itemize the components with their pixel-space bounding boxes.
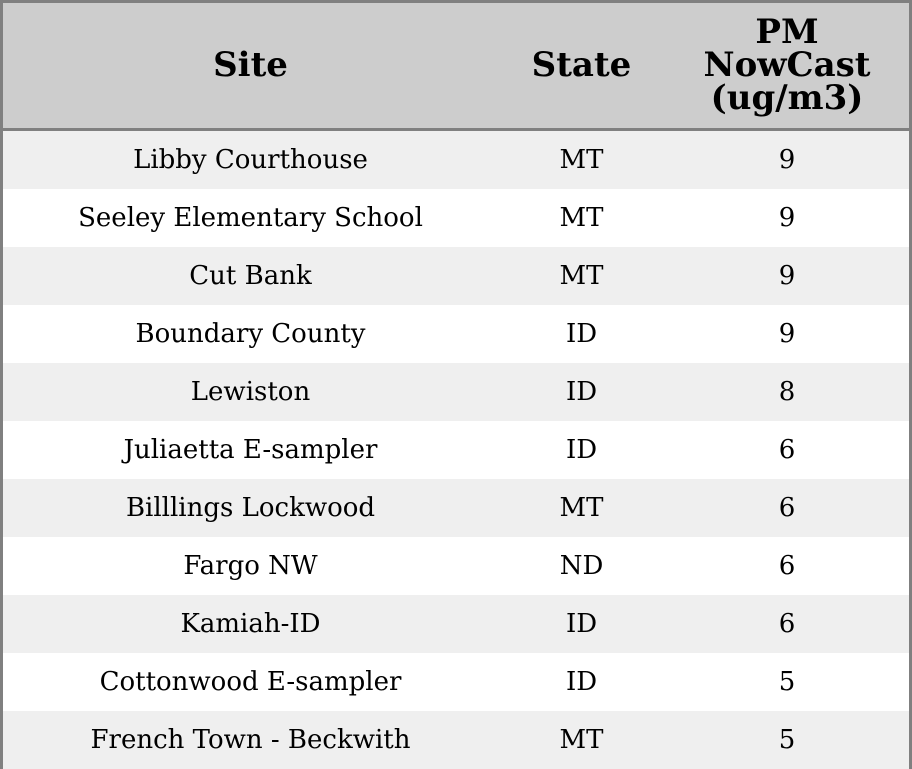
table-row: [3, 189, 909, 247]
site-cell: Billlings Lockwood: [3, 479, 498, 537]
state-cell: ID: [498, 653, 665, 711]
table-row: [3, 130, 909, 190]
state-cell: ID: [498, 305, 665, 363]
pm-value-cell: 6: [665, 595, 909, 653]
pm-value-cell: 6: [665, 479, 909, 537]
state-cell: ND: [498, 537, 665, 595]
site-cell: French Town - Beckwith: [3, 711, 498, 769]
pm-value-cell: 5: [665, 711, 909, 769]
table-row: [3, 421, 909, 479]
table-row: [3, 479, 909, 537]
site-cell: Cut Bank: [3, 247, 498, 305]
header-site-label: Site: [213, 45, 288, 85]
header-row: [3, 3, 909, 130]
header-state: [498, 3, 665, 130]
header-site: [3, 3, 498, 130]
table-row: [3, 595, 909, 653]
site-cell: Juliaetta E-sampler: [3, 421, 498, 479]
site-cell: Seeley Elementary School: [3, 189, 498, 247]
site-cell: Cottonwood E-sampler: [3, 653, 498, 711]
pm-value-cell: 9: [665, 130, 909, 190]
table-body: [3, 130, 909, 769]
header-pm-line-2: NowCast: [703, 45, 871, 85]
state-cell: MT: [498, 189, 665, 247]
state-cell: MT: [498, 479, 665, 537]
site-cell: Kamiah-ID: [3, 595, 498, 653]
table-header: [3, 3, 909, 130]
table-row: [3, 363, 909, 421]
header-pm-line-1: PM: [755, 12, 819, 52]
header-pm-line-3: (ug/m3): [710, 78, 864, 118]
pm-value-cell: 8: [665, 363, 909, 421]
site-cell: Lewiston: [3, 363, 498, 421]
pm-value-cell: 5: [665, 653, 909, 711]
state-cell: MT: [498, 711, 665, 769]
state-cell: ID: [498, 595, 665, 653]
table-row: [3, 247, 909, 305]
header-pm-nowcast: [665, 3, 909, 130]
table-row: [3, 537, 909, 595]
state-cell: ID: [498, 363, 665, 421]
pm-value-cell: 6: [665, 421, 909, 479]
site-cell: Fargo NW: [3, 537, 498, 595]
state-cell: MT: [498, 247, 665, 305]
table-row: [3, 711, 909, 769]
pm-value-cell: 9: [665, 189, 909, 247]
table-row: [3, 653, 909, 711]
site-cell: Libby Courthouse: [3, 130, 498, 190]
site-cell: Boundary County: [3, 305, 498, 363]
pm-value-cell: 6: [665, 537, 909, 595]
pm-value-cell: 9: [665, 305, 909, 363]
header-state-label: State: [531, 45, 632, 85]
pm-value-cell: 9: [665, 247, 909, 305]
state-cell: MT: [498, 130, 665, 190]
state-cell: ID: [498, 421, 665, 479]
table-row: [3, 305, 909, 363]
air-quality-table: [3, 3, 909, 769]
